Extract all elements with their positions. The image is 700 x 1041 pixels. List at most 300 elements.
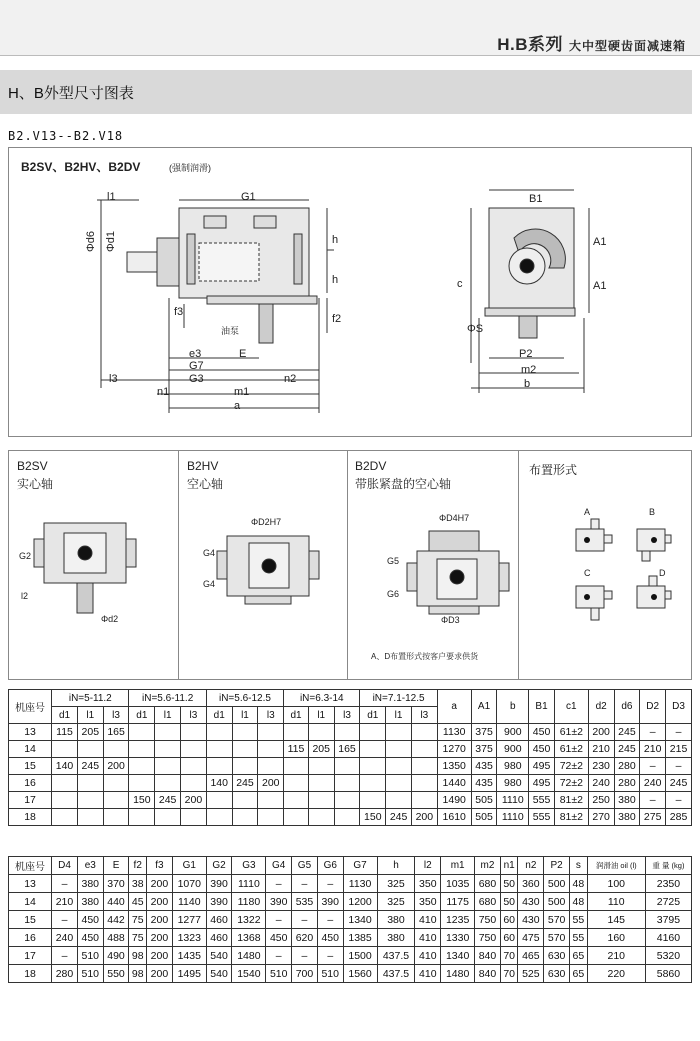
machine-cell: 15	[9, 758, 52, 775]
value-cell: 570	[544, 911, 570, 929]
machine-cell: 17	[9, 947, 52, 965]
dim-P2: P2	[519, 348, 533, 360]
value-cell: 680	[475, 893, 501, 911]
value-cell: 60	[500, 911, 518, 929]
table-row	[9, 893, 692, 911]
dim-E: E	[239, 348, 247, 360]
col-header: f2	[129, 857, 147, 875]
col-header: l2	[415, 857, 441, 875]
sub-col-header: l1	[232, 707, 258, 724]
empty-cell	[206, 724, 232, 741]
empty-cell	[284, 775, 309, 792]
value-cell: 70	[500, 965, 518, 983]
dim-D4H7: ΦD4H7	[439, 513, 470, 523]
value-cell: 1110	[497, 809, 529, 826]
ratio-group-header: iN=7.1-12.5	[360, 690, 437, 707]
machine-cell: 13	[9, 724, 52, 741]
col-header: s	[570, 857, 588, 875]
dim-d6: Φd6	[85, 231, 97, 253]
sub-col-header: d1	[206, 707, 232, 724]
value-cell: 1500	[343, 947, 377, 965]
dim-G6: G6	[387, 589, 400, 599]
variant-name-b2sv: 实心轴	[17, 477, 54, 491]
value-cell: 280	[614, 775, 640, 792]
empty-cell	[232, 792, 258, 809]
value-cell: 230	[588, 758, 614, 775]
empty-cell	[232, 809, 258, 826]
empty-cell	[258, 741, 284, 758]
value-cell: 200	[147, 929, 173, 947]
col-header: G6	[317, 857, 343, 875]
table-row	[9, 792, 692, 809]
value-cell: 1270	[437, 741, 471, 758]
value-cell: 200	[181, 792, 207, 809]
table2-body	[9, 875, 692, 983]
empty-cell	[52, 775, 78, 792]
value-cell: –	[292, 947, 318, 965]
sub-col-header: d1	[360, 707, 386, 724]
value-cell: 370	[103, 875, 129, 893]
table-row	[9, 724, 692, 741]
value-cell: 495	[529, 775, 555, 792]
machine-cell: 18	[9, 809, 52, 826]
ratio-group-header: iN=5.6-12.5	[206, 690, 283, 707]
series-subtitle: 大中型硬齿面减速箱	[568, 39, 686, 53]
empty-cell	[360, 775, 386, 792]
value-cell: 245	[386, 809, 412, 826]
empty-cell	[360, 758, 386, 775]
value-cell: 450	[266, 929, 292, 947]
value-cell: 285	[666, 809, 692, 826]
empty-cell	[284, 758, 309, 775]
dim-f3: f3	[174, 306, 184, 318]
value-cell: 240	[640, 775, 666, 792]
empty-cell	[103, 741, 129, 758]
machine-cell: 15	[9, 911, 52, 929]
empty-cell	[308, 792, 334, 809]
section-bar	[0, 70, 692, 114]
dim-l3: l3	[109, 373, 118, 385]
empty-cell	[360, 792, 386, 809]
value-cell: 1180	[232, 893, 266, 911]
value-cell: 550	[103, 965, 129, 983]
value-cell: 1322	[232, 911, 266, 929]
value-cell: 488	[103, 929, 129, 947]
empty-cell	[77, 775, 103, 792]
ratio-group-header: iN=5-11.2	[52, 690, 129, 707]
empty-cell	[334, 809, 360, 826]
empty-cell	[284, 792, 309, 809]
sub-col-header: l3	[258, 707, 284, 724]
table1-body	[9, 724, 692, 826]
value-cell: 165	[103, 724, 129, 741]
value-cell: 1480	[232, 947, 266, 965]
value-cell: 100	[587, 875, 645, 893]
empty-cell	[155, 758, 181, 775]
empty-cell	[52, 792, 78, 809]
variant-panel	[8, 450, 692, 680]
variant-note: A、D布置形式按客户要求供货	[371, 652, 479, 661]
value-cell: 375	[471, 724, 497, 741]
value-cell: 245	[77, 758, 103, 775]
empty-cell	[334, 775, 360, 792]
value-cell: 280	[614, 758, 640, 775]
dim-h-top: h	[332, 234, 339, 246]
value-cell: 2350	[645, 875, 691, 893]
col-d2: d2	[588, 690, 614, 724]
value-cell: 450	[529, 741, 555, 758]
value-cell: 2725	[645, 893, 691, 911]
value-cell: 5320	[645, 947, 691, 965]
table-row	[9, 947, 692, 965]
table-row	[9, 758, 692, 775]
value-cell: 270	[588, 809, 614, 826]
value-cell: 350	[415, 875, 441, 893]
value-cell: 460	[206, 911, 232, 929]
table-row	[9, 875, 692, 893]
value-cell: –	[52, 947, 78, 965]
value-cell: 45	[129, 893, 147, 911]
value-cell: 1035	[441, 875, 475, 893]
value-cell: 1560	[343, 965, 377, 983]
dim-c: c	[457, 278, 463, 290]
value-cell: 410	[415, 965, 441, 983]
value-cell: 505	[471, 792, 497, 809]
value-cell: –	[640, 724, 666, 741]
dim-G7: G7	[189, 360, 204, 372]
value-cell: 980	[497, 775, 529, 792]
value-cell: 350	[415, 893, 441, 911]
ratio-dimension-table	[8, 689, 692, 826]
empty-cell	[129, 775, 155, 792]
empty-cell	[334, 792, 360, 809]
machine-cell: 16	[9, 929, 52, 947]
dim-n2: n2	[284, 373, 297, 385]
value-cell: 980	[497, 758, 529, 775]
empty-cell	[258, 792, 284, 809]
dim-h-bottom: h	[332, 274, 339, 286]
value-cell: 210	[640, 741, 666, 758]
value-cell: 1130	[343, 875, 377, 893]
value-cell: 215	[666, 741, 692, 758]
value-cell: 61±2	[554, 741, 588, 758]
empty-cell	[360, 741, 386, 758]
empty-cell	[386, 775, 412, 792]
value-cell: 55	[570, 929, 588, 947]
empty-cell	[284, 809, 309, 826]
value-cell: 390	[266, 893, 292, 911]
value-cell: 510	[266, 965, 292, 983]
empty-cell	[411, 724, 437, 741]
value-cell: 442	[103, 911, 129, 929]
empty-cell	[77, 809, 103, 826]
empty-cell	[103, 809, 129, 826]
value-cell: 410	[415, 911, 441, 929]
dim-a: a	[234, 400, 241, 412]
value-cell: 245	[614, 741, 640, 758]
col-a: a	[437, 690, 471, 724]
col-header: e3	[77, 857, 103, 875]
empty-cell	[360, 724, 386, 741]
value-cell: 1070	[172, 875, 206, 893]
dim-G3: G3	[189, 373, 204, 385]
col-header: m2	[475, 857, 501, 875]
value-cell: 200	[588, 724, 614, 741]
value-cell: 495	[529, 758, 555, 775]
value-cell: 620	[292, 929, 318, 947]
value-cell: –	[317, 911, 343, 929]
value-cell: 390	[206, 875, 232, 893]
value-cell: 437.5	[377, 965, 415, 983]
value-cell: 1610	[437, 809, 471, 826]
empty-cell	[155, 809, 181, 826]
empty-cell	[386, 741, 412, 758]
col-header: E	[103, 857, 129, 875]
col-b: b	[497, 690, 529, 724]
value-cell: 390	[206, 893, 232, 911]
dim-G5: G5	[387, 556, 400, 566]
col-header: n2	[518, 857, 544, 875]
value-cell: 200	[258, 775, 284, 792]
value-cell: 275	[640, 809, 666, 826]
dim-m2: m2	[521, 364, 537, 376]
value-cell: 430	[518, 911, 544, 929]
col-header: 机座号	[9, 857, 52, 875]
col-d6: d6	[614, 690, 640, 724]
value-cell: 150	[360, 809, 386, 826]
empty-cell	[308, 758, 334, 775]
value-cell: 210	[587, 947, 645, 965]
empty-cell	[232, 741, 258, 758]
col-header: G4	[266, 857, 292, 875]
model-range: B2.V13--B2.V18	[8, 129, 124, 143]
variant-drawings	[9, 451, 693, 681]
sub-col-header: l3	[411, 707, 437, 724]
value-cell: 200	[147, 911, 173, 929]
value-cell: 500	[544, 875, 570, 893]
value-cell: 505	[471, 809, 497, 826]
empty-cell	[411, 775, 437, 792]
empty-cell	[386, 724, 412, 741]
value-cell: –	[666, 792, 692, 809]
col-D2: D2	[640, 690, 666, 724]
value-cell: 81±2	[554, 792, 588, 809]
sub-col-header: l1	[386, 707, 412, 724]
dim-l1: l1	[107, 191, 116, 203]
empty-cell	[206, 758, 232, 775]
value-cell: 200	[103, 758, 129, 775]
series-title	[497, 30, 686, 55]
value-cell: 50	[500, 893, 518, 911]
empty-cell	[52, 809, 78, 826]
empty-cell	[258, 724, 284, 741]
value-cell: 210	[588, 741, 614, 758]
value-cell: 325	[377, 875, 415, 893]
value-cell: 1200	[343, 893, 377, 911]
value-cell: 1495	[172, 965, 206, 983]
dim-m1: m1	[234, 386, 250, 398]
value-cell: 145	[587, 911, 645, 929]
col-oil: 润滑油 oil (l)	[587, 857, 645, 875]
value-cell: 510	[317, 965, 343, 983]
empty-cell	[52, 741, 78, 758]
empty-cell	[155, 775, 181, 792]
value-cell: 1140	[172, 893, 206, 911]
dim-n1: n1	[157, 386, 170, 398]
value-cell: 510	[77, 965, 103, 983]
table-row	[9, 929, 692, 947]
series-name: H.B系列	[497, 35, 563, 54]
value-cell: 465	[518, 947, 544, 965]
value-cell: 680	[475, 875, 501, 893]
empty-cell	[284, 724, 309, 741]
col-header: G1	[172, 857, 206, 875]
value-cell: 410	[415, 929, 441, 947]
value-cell: 98	[129, 947, 147, 965]
col-weight: 重 量 (kg)	[645, 857, 691, 875]
col-header: m1	[441, 857, 475, 875]
value-cell: 435	[471, 758, 497, 775]
value-cell: 1110	[232, 875, 266, 893]
value-cell: 150	[129, 792, 155, 809]
col-B1: B1	[529, 690, 555, 724]
dim-e3: e3	[189, 348, 202, 360]
empty-cell	[155, 724, 181, 741]
value-cell: 700	[292, 965, 318, 983]
value-cell: 435	[471, 775, 497, 792]
col-header: D4	[52, 857, 78, 875]
value-cell: 65	[570, 947, 588, 965]
value-cell: 245	[232, 775, 258, 792]
value-cell: 540	[206, 965, 232, 983]
value-cell: 1350	[437, 758, 471, 775]
machine-cell: 13	[9, 875, 52, 893]
value-cell: 1323	[172, 929, 206, 947]
value-cell: –	[52, 911, 78, 929]
col-header: n1	[500, 857, 518, 875]
variant-name-b2hv: 空心轴	[187, 477, 224, 491]
value-cell: 535	[292, 893, 318, 911]
value-cell: 48	[570, 875, 588, 893]
table-row	[9, 965, 692, 983]
value-cell: 840	[475, 965, 501, 983]
value-cell: 75	[129, 929, 147, 947]
value-cell: 55	[570, 911, 588, 929]
dim-d1: Φd1	[105, 231, 117, 253]
empty-cell	[334, 724, 360, 741]
empty-cell	[258, 809, 284, 826]
empty-cell	[334, 758, 360, 775]
value-cell: 1540	[232, 965, 266, 983]
value-cell: 48	[570, 893, 588, 911]
sub-col-header: l3	[103, 707, 129, 724]
sub-col-header: d1	[129, 707, 155, 724]
value-cell: –	[266, 947, 292, 965]
main-dimension-table	[8, 856, 692, 983]
value-cell: 50	[500, 875, 518, 893]
value-cell: 140	[206, 775, 232, 792]
value-cell: –	[666, 724, 692, 741]
value-cell: 1110	[497, 792, 529, 809]
value-cell: 450	[77, 911, 103, 929]
value-cell: 410	[415, 947, 441, 965]
value-cell: 380	[377, 911, 415, 929]
value-cell: 437.5	[377, 947, 415, 965]
value-cell: 200	[411, 809, 437, 826]
value-cell: 380	[614, 809, 640, 826]
value-cell: 460	[206, 929, 232, 947]
dimension-drawing-panel	[8, 147, 692, 437]
value-cell: 380	[614, 792, 640, 809]
empty-cell	[129, 741, 155, 758]
variant-code-b2sv: B2SV	[17, 459, 48, 473]
value-cell: 160	[587, 929, 645, 947]
value-cell: 390	[317, 893, 343, 911]
empty-cell	[77, 792, 103, 809]
empty-cell	[232, 724, 258, 741]
machine-cell: 16	[9, 775, 52, 792]
dim-S: ΦS	[467, 323, 484, 335]
value-cell: –	[640, 792, 666, 809]
value-cell: 840	[475, 947, 501, 965]
value-cell: 250	[588, 792, 614, 809]
ratio-group-header: iN=5.6-11.2	[129, 690, 206, 707]
dim-d2: Φd2	[101, 614, 119, 624]
sub-col-header: l1	[155, 707, 181, 724]
value-cell: 1440	[437, 775, 471, 792]
value-cell: 380	[377, 929, 415, 947]
col-header: G2	[206, 857, 232, 875]
empty-cell	[181, 775, 207, 792]
value-cell: 440	[103, 893, 129, 911]
dim-l2: l2	[21, 591, 29, 601]
value-cell: 375	[471, 741, 497, 758]
value-cell: 60	[500, 929, 518, 947]
col-header: G5	[292, 857, 318, 875]
table-row	[9, 911, 692, 929]
value-cell: 630	[544, 947, 570, 965]
dim-D3: ΦD3	[441, 615, 460, 625]
empty-cell	[258, 758, 284, 775]
value-cell: 750	[475, 929, 501, 947]
empty-cell	[411, 792, 437, 809]
empty-cell	[129, 809, 155, 826]
empty-cell	[129, 724, 155, 741]
value-cell: –	[317, 947, 343, 965]
sub-col-header: l3	[181, 707, 207, 724]
value-cell: 110	[587, 893, 645, 911]
value-cell: 1330	[441, 929, 475, 947]
col-header: G7	[343, 857, 377, 875]
empty-cell	[206, 792, 232, 809]
value-cell: 540	[206, 947, 232, 965]
empty-cell	[103, 775, 129, 792]
sub-col-header: l1	[308, 707, 334, 724]
value-cell: 1385	[343, 929, 377, 947]
value-cell: 630	[544, 965, 570, 983]
value-cell: 900	[497, 724, 529, 741]
col-c1: c1	[554, 690, 588, 724]
machine-cell: 14	[9, 893, 52, 911]
value-cell: 61±2	[554, 724, 588, 741]
value-cell: –	[266, 911, 292, 929]
dim-G1: G1	[241, 191, 256, 203]
col-D3: D3	[666, 690, 692, 724]
value-cell: 200	[147, 875, 173, 893]
value-cell: 570	[544, 929, 570, 947]
empty-cell	[386, 758, 412, 775]
sub-col-header: d1	[284, 707, 309, 724]
